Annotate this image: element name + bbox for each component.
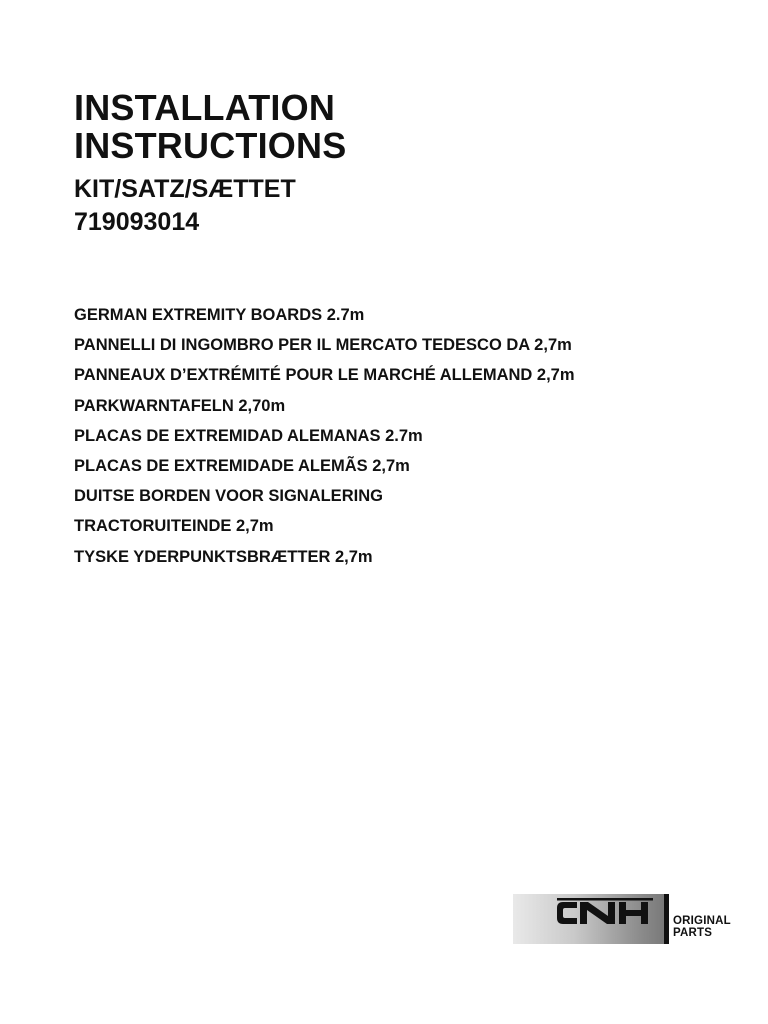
description-item: PLACAS DE EXTREMIDADE ALEMÃS 2,7m <box>74 457 410 476</box>
description-item: GERMAN EXTREMITY BOARDS 2.7m <box>74 306 365 324</box>
description-item: TRACTORUITEINDE 2,7m <box>74 517 274 536</box>
logo-text-parts: PARTS <box>673 927 713 939</box>
part-number: 719093014 <box>74 208 200 236</box>
description-item: TYSKE YDERPUNKTSBRÆTTER 2,7m <box>74 547 373 566</box>
logo-tagline <box>673 915 731 939</box>
cnh-logo-mark <box>553 898 669 928</box>
description-item: PLACAS DE EXTREMIDAD ALEMANAS 2.7m <box>74 426 423 445</box>
description-list <box>74 300 575 572</box>
description-item: DUITSE BORDEN VOOR SIGNALERING <box>74 487 383 506</box>
description-item: PANNEAUX D’EXTRÉMITÉ POUR LE MARCHÉ ALLEMAND 2,7m <box>74 366 575 385</box>
logo-text-original: ORIGINAL <box>673 915 731 927</box>
description-item: PANNELLI DI INGOMBRO PER IL MERCATO TEDESCO DA 2,7m <box>74 336 572 355</box>
kit-label: KIT/SATZ/SÆTTET <box>74 175 296 203</box>
description-item: PARKWARNTAFELN 2,70m <box>74 396 286 415</box>
cnh-original-parts-logo <box>513 894 731 944</box>
title-block <box>74 89 346 239</box>
title-line-2: INSTRUCTIONS <box>74 125 347 166</box>
logo-divider <box>664 894 669 944</box>
title-line-1: INSTALLATION <box>74 87 336 128</box>
